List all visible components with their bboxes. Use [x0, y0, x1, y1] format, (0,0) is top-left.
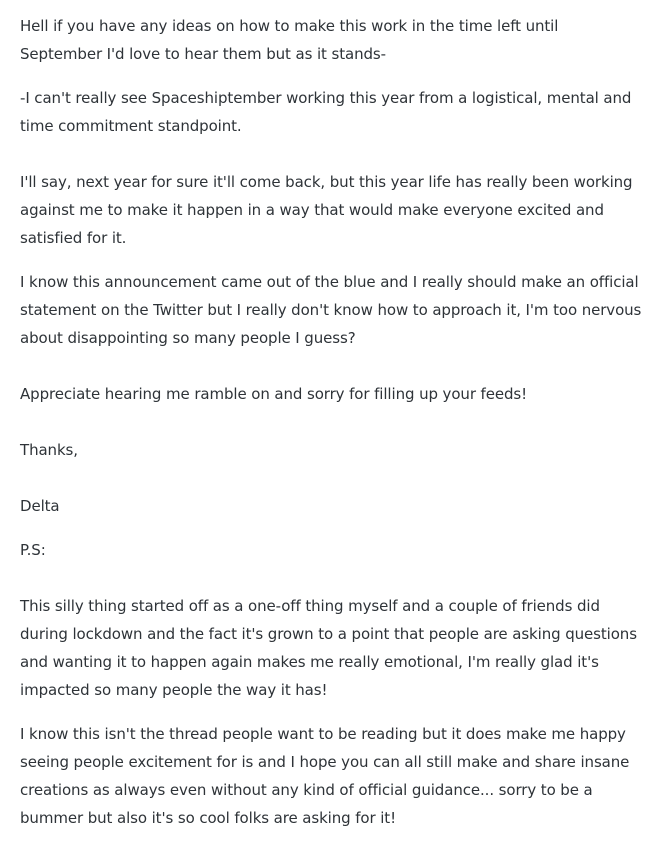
paragraph-next-year: I'll say, next year for sure it'll come back, but this year life has really been working against me to make it happen in a way that would make everyone excited and satisfied for it. [20, 173, 633, 247]
paragraph-ideas-request: Hell if you have any ideas on how to make this work in the time left until September I'd love to hear them but as it stands- [20, 17, 559, 63]
paragraph-thanks: Thanks, [20, 441, 78, 459]
post-body [20, 12, 642, 832]
signature-name: Delta [20, 497, 60, 515]
postscript-label: P.S: [20, 541, 46, 559]
paragraph-announcement: I know this announcement came out of the blue and I really should make an official statement on the Twitter but I really don't know how to approach it, I'm too nervous about disappointing so many people I guess? [20, 273, 642, 347]
paragraph-appreciation: Appreciate hearing me ramble on and sorry for filling up your feeds! [20, 385, 528, 403]
paragraph-closing: I know this isn't the thread people want to be reading but it does make me happy seeing people excitement for is and I hope you can all still make and share insane creations as always even without any kind of official guidance... sorry to be a bummer but also it's so cool folks are asking for it! [20, 725, 630, 827]
paragraph-origin-story: This silly thing started off as a one-off thing myself and a couple of friends did during lockdown and the fact it's grown to a point that people are asking questions and wanting it to happen again makes me really emotional, I'm really glad it's impacted so many people the way it has! [20, 597, 637, 699]
paragraph-cannot-run: -I can't really see Spaceshiptember working this year from a logistical, mental and time commitment standpoint. [20, 89, 632, 135]
